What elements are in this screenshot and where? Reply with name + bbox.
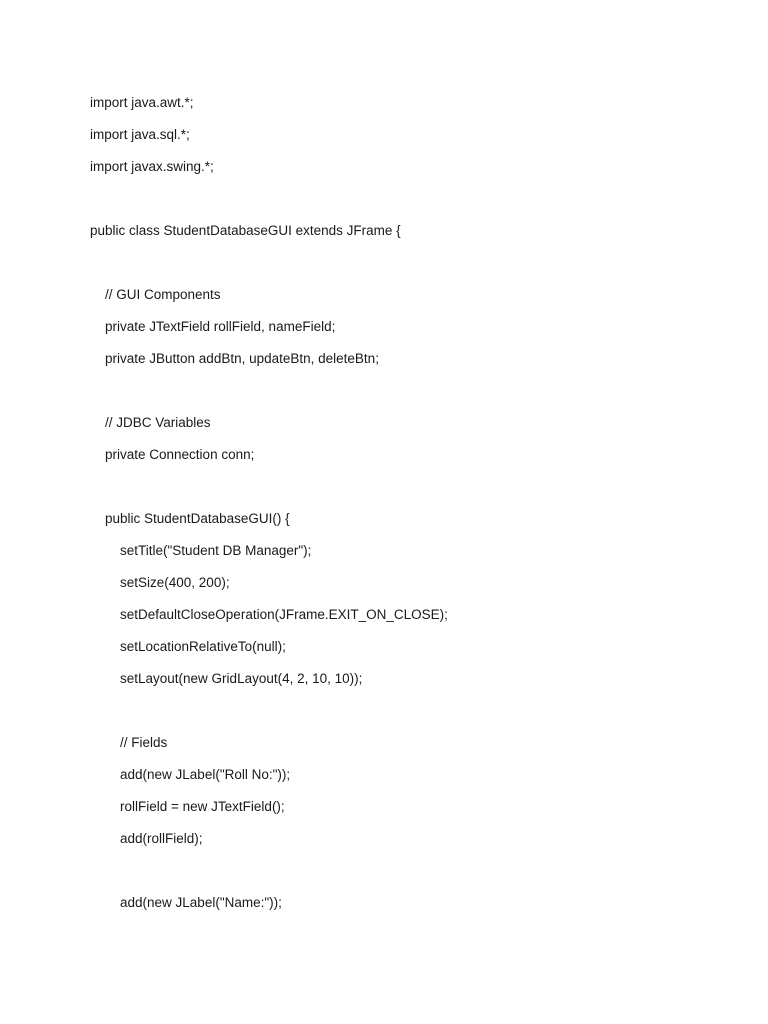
code-line: setLayout(new GridLayout(4, 2, 10, 10)); — [90, 671, 363, 686]
blank-line — [90, 253, 730, 285]
code-line: import java.sql.*; — [90, 127, 190, 142]
code-line: add(new JLabel("Roll No:")); — [90, 767, 291, 782]
blank-line — [90, 701, 730, 733]
blank-line — [90, 381, 730, 413]
code-line: setLocationRelativeTo(null); — [90, 639, 286, 654]
code-line: private JButton addBtn, updateBtn, deleteBtn; — [90, 351, 379, 366]
code-line: setSize(400, 200); — [90, 575, 230, 590]
code-comment: // JDBC Variables — [90, 415, 211, 430]
code-line: private Connection conn; — [90, 447, 255, 462]
blank-line — [90, 189, 730, 221]
code-line: setDefaultCloseOperation(JFrame.EXIT_ON_CLOSE); — [90, 607, 448, 622]
code-line: import java.awt.*; — [90, 95, 194, 110]
code-line: add(rollField); — [90, 831, 203, 846]
code-comment: // GUI Components — [90, 287, 221, 302]
code-line: rollField = new JTextField(); — [90, 799, 285, 814]
blank-line — [90, 861, 730, 893]
code-line: setTitle("Student DB Manager"); — [90, 543, 312, 558]
blank-line — [90, 477, 730, 509]
code-line: private JTextField rollField, nameField; — [90, 319, 336, 334]
code-comment: // Fields — [90, 735, 168, 750]
code-line: add(new JLabel("Name:")); — [90, 895, 282, 910]
code-line: import javax.swing.*; — [90, 159, 214, 174]
code-line: public StudentDatabaseGUI() { — [90, 511, 290, 526]
code-body — [90, 93, 730, 925]
code-line: public class StudentDatabaseGUI extends JFrame { — [90, 223, 401, 238]
